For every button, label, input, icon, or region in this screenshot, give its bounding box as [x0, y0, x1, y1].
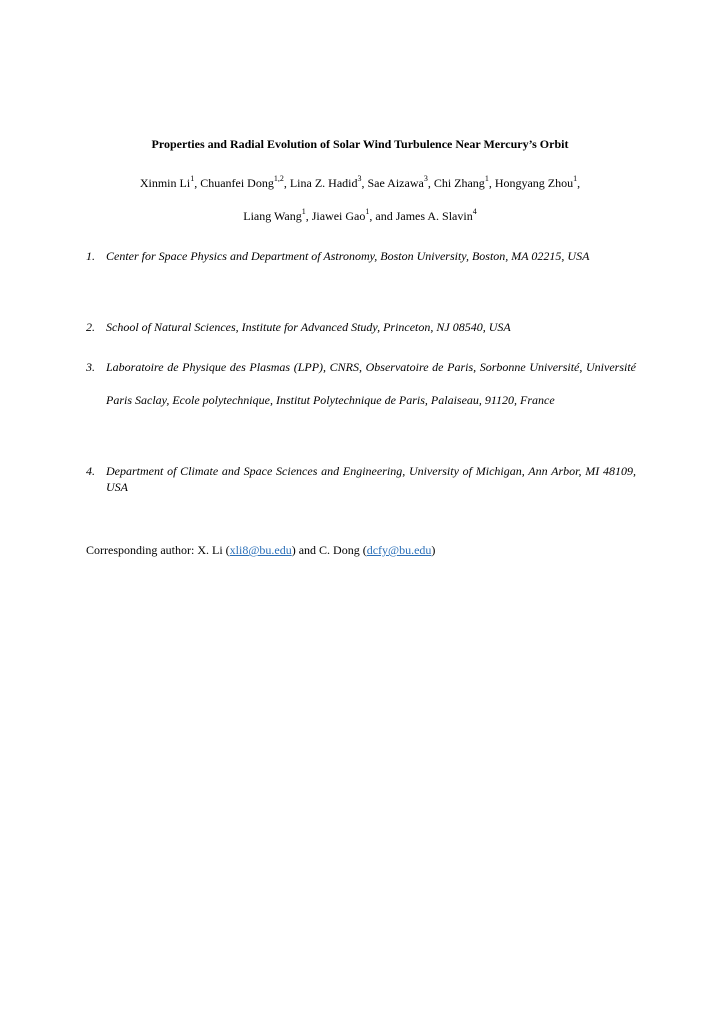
- paper-title: Properties and Radial Evolution of Solar Wind Turbulence Near Mercury’s Orbit: [151, 137, 569, 151]
- email-link-li[interactable]: xli8@bu.edu: [229, 543, 292, 557]
- affiliation-number: 2.: [86, 320, 95, 334]
- author-list-line-1: [0, 175, 720, 191]
- affiliation-text: Department of Climate and Space Sciences and Engineering, University of Michigan, Ann Arbor, MI 48109, USA: [106, 464, 636, 494]
- affiliation-text: Laboratoire de Physique des Plasmas (LPP), CNRS, Observatoire de Paris, Sorbonne Université, Université Paris Saclay, Ecole polytechnique, Institut Polytechnique de Paris, Palaiseau, 91120, France: [106, 360, 636, 407]
- corresponding-middle: ) and C. Dong (: [291, 543, 367, 557]
- corresponding-suffix: ): [431, 543, 436, 557]
- affiliation-1: [86, 248, 636, 273]
- author: James A. Slavin$^4$: [395, 207, 477, 223]
- affiliation-2: [86, 319, 636, 335]
- author: Jiawei Gao$^1$, and: [311, 207, 396, 223]
- corresponding-prefix: Corresponding author: X. Li (: [86, 543, 230, 557]
- affiliation-text: Center for Space Physics and Department of Astronomy, Boston University, Boston, MA 02215, USA: [106, 249, 590, 263]
- author: Xinmin Li$^1$,: [139, 174, 201, 190]
- affiliation-text: School of Natural Sciences, Institute for Advanced Study, Princeton, NJ 08540, USA: [106, 320, 511, 334]
- corresponding-author: [86, 542, 435, 558]
- author: Liang Wang$^1$,: [243, 207, 312, 223]
- author-list-line-2: [0, 208, 720, 224]
- author: Sae Aizawa$^3$,: [367, 174, 434, 190]
- affiliation-number: 3.: [86, 360, 95, 374]
- affiliation-number: 1.: [86, 249, 95, 263]
- author: Hongyang Zhou$^1$,: [494, 174, 581, 190]
- email-link-dong[interactable]: dcfy@bu.edu: [366, 543, 432, 557]
- affiliation-4: [86, 463, 636, 495]
- affiliation-number: 4.: [86, 464, 95, 478]
- author: Lina Z. Hadid$^3$,: [289, 174, 368, 190]
- author: Chi Zhang$^1$,: [433, 174, 495, 190]
- affiliation-3: [86, 359, 636, 416]
- author: Chuanfei Dong$^{1,2}$,: [200, 174, 290, 190]
